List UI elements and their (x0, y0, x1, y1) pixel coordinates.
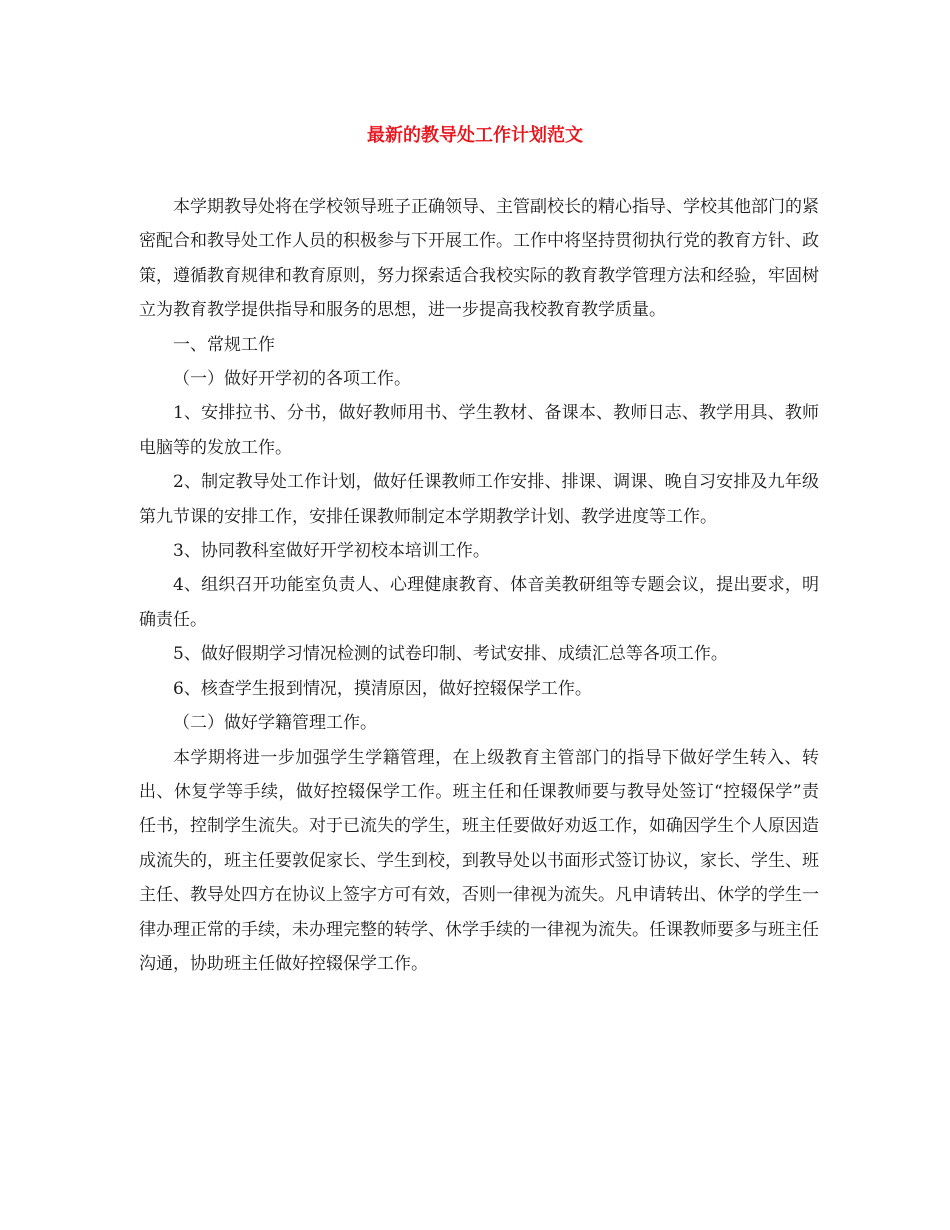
list-item-4: 4、组织召开功能室负责人、心理健康教育、体音美教研组等专题会议，提出要求，明确责任。 (139, 575, 819, 630)
list-item-1: 1、安排拉书、分书，做好教师用书、学生教材、备课本、教师日志、教学用具、教师电脑等的发放工作。 (139, 403, 819, 458)
document-title: 最新的教导处工作计划范文 (367, 125, 583, 146)
list-item-3: 3、协同教科室做好开学初校本培训工作。 (173, 541, 490, 562)
list-item-5: 5、做好假期学习情况检测的试卷印制、考试安排、成绩汇总等各项工作。 (173, 644, 728, 665)
document-body (139, 190, 819, 981)
intro-paragraph: 本学期教导处将在学校领导班子正确领导、主管副校长的精心指导、学校其他部门的紧密配合和教导处工作人员的积极参与下开展工作。工作中将坚持贯彻执行党的教育方针、政策，遵循教育规律和教育原则，努力探索适合我校实际的教育教学管理方法和经验，牢固树立为教育教学提供指导和服务的思想，进一步提高我校教育教学质量。 (139, 197, 819, 321)
subsection-heading-enrollment: （二）做好学籍管理工作。 (173, 713, 377, 734)
enrollment-paragraph: 本学期将进一步加强学生学籍管理，在上级教育主管部门的指导下做好学生转入、转出、休复学等手续，做好控辍保学工作。班主任和任课教师要与教导处签订“控辍保学”责任书，控制学生流失。对于已流失的学生，班主任要做好劝返工作，如确因学生个人原因造成流失的，班主任要敦促家长、学生到校，到教导处以书面形式签订协议，家长、学生、班主任、教导处四方在协议上签字方可有效，否则一律视为流失。凡申请转出、休学的学生一律办理正常的手续，未办理完整的转学、休学手续的一律视为流失。任课教师要多与班主任沟通，协助班主任做好控辍保学工作。 (139, 747, 819, 974)
list-item-6: 6、核查学生报到情况，摸清原因，做好控辍保学工作。 (173, 678, 592, 699)
section-heading-routine-work: 一、常规工作 (173, 334, 275, 355)
list-item-2: 2、制定教导处工作计划，做好任课教师工作安排、排课、调课、晚自习安排及九年级第九节课的安排工作，安排任课教师制定本学期教学计划、教学进度等工作。 (139, 472, 819, 527)
subsection-heading-term-start: （一）做好开学初的各项工作。 (173, 369, 411, 390)
